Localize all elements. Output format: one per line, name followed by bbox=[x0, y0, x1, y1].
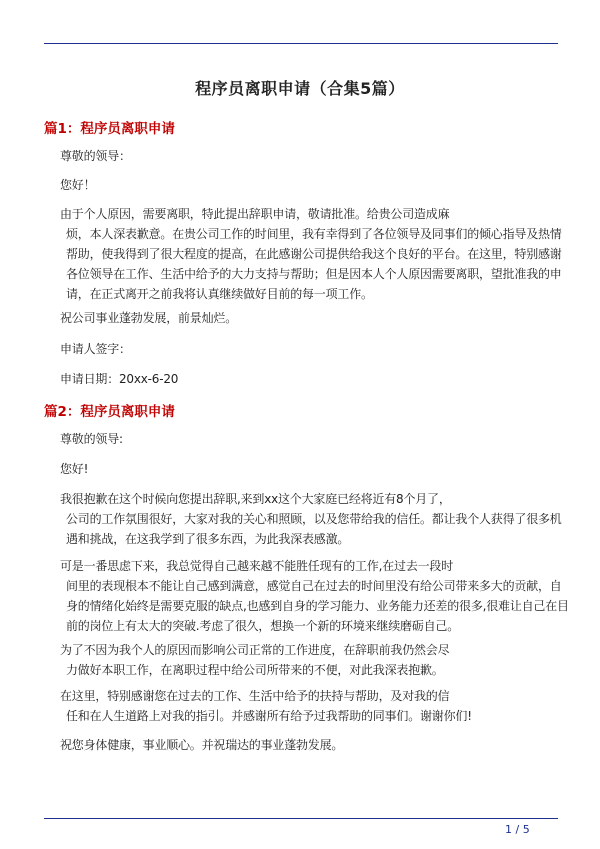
paragraph-signature bbox=[60, 339, 560, 359]
text-line: 可是一番思虑下来，我总觉得自己越来越不能胜任现有的工作,在过去一段时 bbox=[60, 559, 454, 573]
text-line: 由于个人原因，需要离职，特此提出辞职申请，敬请批准。给贵公司造成麻 bbox=[60, 207, 450, 221]
paragraph-wishes bbox=[60, 308, 560, 328]
text-line: 申请日期：20xx-6-20 bbox=[60, 372, 179, 386]
text-line: 祝公司事业蓬勃发展，前景灿烂。 bbox=[60, 311, 238, 325]
paragraph-greeting bbox=[60, 429, 560, 449]
section-heading-2: 篇2：程序员离职申请 bbox=[44, 404, 175, 420]
text-line: 祝您身体健康，事业顺心。并祝瑞达的事业蓬勃发展。 bbox=[60, 738, 344, 752]
text-line: 我很抱歉在这个时候向您提出辞职,来到xx这个大家庭已经将近有8个月了， bbox=[60, 492, 451, 506]
paragraph-body bbox=[60, 489, 560, 549]
text-line: 公司的工作氛围很好，大家对我的关心和照顾，以及您带给我的信任。都让我个人获得了很多机 bbox=[66, 512, 562, 526]
text-line: 遇和挑战，在这我学到了很多东西，为此我深表感激。 bbox=[66, 532, 350, 546]
document-title: 程序员离职申请（合集5篇） bbox=[195, 79, 405, 98]
text-line: 尊敬的领导： bbox=[60, 149, 131, 163]
paragraph-wishes bbox=[60, 735, 560, 755]
text-line: 帮助，使我得到了很大程度的提高，在此感谢公司提供给我这个良好的平台。在这里，特别感谢 bbox=[66, 247, 562, 261]
text-line: 您好! bbox=[60, 462, 89, 476]
paragraph-body bbox=[60, 556, 569, 636]
text-line: 间里的表现根本不能让自己感到满意，感觉自己在过去的时间里没有给公司带来多大的贡献，自 bbox=[66, 579, 562, 593]
text-line: 任和在人生道路上对我的指引。并感谢所有给予过我帮助的同事们。谢谢你们! bbox=[66, 709, 472, 723]
footer-rule bbox=[44, 818, 558, 819]
paragraph-date bbox=[60, 369, 560, 389]
text-line: 力做好本职工作，在离职过程中给公司所带来的不便，对此我深表抱歉。 bbox=[66, 663, 444, 677]
section-heading-1: 篇1：程序员离职申请 bbox=[44, 121, 175, 137]
text-line: 您好！ bbox=[60, 178, 96, 192]
paragraph-body bbox=[60, 686, 560, 726]
text-line: 前的岗位上有太大的突破.考虑了很久，想换一个新的环境来继续磨砺自己。 bbox=[66, 619, 460, 633]
text-line: 在这里，特别感谢您在过去的工作、生活中给予的扶持与帮助，及对我的信 bbox=[60, 689, 450, 703]
text-line: 身的情绪化始终是需要克服的缺点,也感到自身的学习能力、业务能力还差的很多,很难让自己在目 bbox=[66, 599, 569, 613]
page-number: 1 / 5 bbox=[505, 823, 530, 836]
paragraph-body bbox=[60, 640, 560, 680]
paragraph-greeting bbox=[60, 146, 560, 166]
paragraph-hello bbox=[60, 175, 560, 195]
paragraph-hello bbox=[60, 459, 560, 479]
text-line: 申请人签字： bbox=[60, 342, 131, 356]
text-line: 尊敬的领导: bbox=[60, 432, 123, 446]
text-line: 烦，本人深表歉意。在贵公司工作的时间里，我有幸得到了各位领导及同事们的倾心指导及热情 bbox=[66, 227, 562, 241]
paragraph-body bbox=[60, 204, 560, 304]
header-rule bbox=[44, 43, 558, 44]
text-line: 为了不因为我个人的原因而影响公司正常的工作进度，在辞职前我仍然会尽 bbox=[60, 643, 450, 657]
text-line: 请，在正式离开之前我将认真继续做好目前的每一项工作。 bbox=[66, 287, 373, 301]
text-line: 各位领导在工作、生活中给予的大力支持与帮助；但是因本人个人原因需要离职，望批准我的申 bbox=[66, 267, 562, 281]
